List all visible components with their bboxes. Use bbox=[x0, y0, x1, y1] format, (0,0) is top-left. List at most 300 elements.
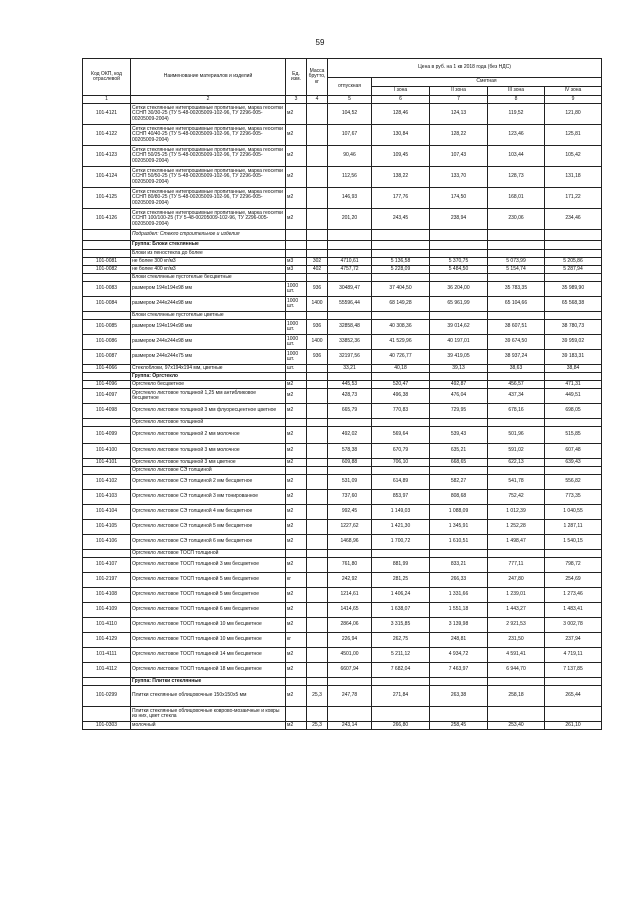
cell-mass bbox=[307, 558, 328, 573]
cell-release-price: 90,46 bbox=[328, 146, 372, 167]
cell-unit: м2 bbox=[286, 520, 307, 535]
cell-zone-2-price: 128,22 bbox=[430, 125, 488, 146]
cell-zone-2-price bbox=[430, 373, 488, 381]
table-row bbox=[83, 258, 602, 266]
table-row bbox=[83, 365, 602, 373]
cell-code: 101-4111 bbox=[83, 648, 131, 663]
cell-zone-4-price: 471,31 bbox=[545, 381, 602, 389]
cell-unit: кг bbox=[286, 573, 307, 588]
cell-unit: м2 bbox=[286, 663, 307, 678]
cell-unit: шт. bbox=[286, 365, 307, 373]
cell-zone-3-price bbox=[488, 250, 545, 258]
cell-zone-1-price: 1 638,07 bbox=[372, 603, 430, 618]
cell-zone-2-price bbox=[430, 678, 488, 686]
cell-zone-2-price bbox=[430, 241, 488, 250]
cell-release-price: 226,94 bbox=[328, 633, 372, 648]
cell-release-price: 30489,47 bbox=[328, 282, 372, 297]
cell-name: Сетки стеклянные нитепрошивные пропитанные, марка геосетки ССНП 40/40-25 (ТУ 5-48-00205009-102-96, ТУ 2296-005-00205009-2004) bbox=[131, 125, 286, 146]
cell-zone-4-price: 131,18 bbox=[545, 167, 602, 188]
cell-zone-1-price: 243,45 bbox=[372, 209, 430, 230]
cell-mass bbox=[307, 603, 328, 618]
cell-zone-3-price: 1 012,39 bbox=[488, 505, 545, 520]
cell-zone-2-price: 1 345,91 bbox=[430, 520, 488, 535]
cell-zone-1-price bbox=[372, 274, 430, 282]
cell-mass bbox=[307, 573, 328, 588]
table-row bbox=[83, 274, 602, 282]
cell-zone-1-price bbox=[372, 419, 430, 427]
cell-release-price: 32858,48 bbox=[328, 320, 372, 335]
cell-mass bbox=[307, 188, 328, 209]
cell-zone-3-price: 678,16 bbox=[488, 404, 545, 419]
cell-zone-2-price bbox=[430, 250, 488, 258]
cell-name: Оргстекло листовое толщиной 3 мм цветное bbox=[131, 459, 286, 467]
col-number: 5 bbox=[328, 96, 372, 104]
header-release-price: отпускная bbox=[328, 78, 372, 96]
cell-zone-1-price: 7 682,04 bbox=[372, 663, 430, 678]
cell-code: 101-0303 bbox=[83, 722, 131, 730]
cell-zone-1-price: 1 149,03 bbox=[372, 505, 430, 520]
cell-mass: 25,3 bbox=[307, 686, 328, 707]
cell-zone-3-price: 35 783,35 bbox=[488, 282, 545, 297]
table-row bbox=[83, 573, 602, 588]
table-body bbox=[83, 104, 602, 730]
cell-name: Оргстекло листовое ТОСП толщиной 10 мм бесцветное bbox=[131, 633, 286, 648]
cell-mass bbox=[307, 250, 328, 258]
cell-zone-2-price: 635,21 bbox=[430, 444, 488, 459]
cell-zone-3-price: 4 591,41 bbox=[488, 648, 545, 663]
cell-zone-1-price: 770,83 bbox=[372, 404, 430, 419]
cell-mass: 936 bbox=[307, 282, 328, 297]
cell-zone-4-price: 265,44 bbox=[545, 686, 602, 707]
cell-code bbox=[83, 678, 131, 686]
cell-mass bbox=[307, 365, 328, 373]
cell-zone-2-price: 5 484,50 bbox=[430, 266, 488, 274]
cell-name: Плитки стеклянные облицовочные 150х150х5 мм bbox=[131, 686, 286, 707]
cell-name: Стеклоблоки, 97х194х194 мм, цветные bbox=[131, 365, 286, 373]
cell-zone-2-price: 582,27 bbox=[430, 475, 488, 490]
cell-name: Группа: Плитки стеклянные bbox=[131, 678, 286, 686]
cell-name: Подраздел: Стекло строительное и изделия bbox=[131, 230, 286, 241]
table-row bbox=[83, 146, 602, 167]
cell-unit: м2 bbox=[286, 444, 307, 459]
cell-unit bbox=[286, 230, 307, 241]
cell-mass bbox=[307, 707, 328, 722]
cell-mass bbox=[307, 663, 328, 678]
cell-release-price: 112,56 bbox=[328, 167, 372, 188]
cell-code: 101-4122 bbox=[83, 125, 131, 146]
cell-release-price: 242,92 bbox=[328, 573, 372, 588]
cell-zone-2-price: 174,50 bbox=[430, 188, 488, 209]
cell-code: 101-4104 bbox=[83, 505, 131, 520]
cell-code bbox=[83, 312, 131, 320]
header-price-group: Цена в руб. на 1 кв 2018 года (без НДС) bbox=[328, 59, 602, 78]
cell-zone-1-price: 40,18 bbox=[372, 365, 430, 373]
cell-zone-3-price: 5 154,74 bbox=[488, 266, 545, 274]
cell-zone-3-price: 258,18 bbox=[488, 686, 545, 707]
cell-mass bbox=[307, 467, 328, 475]
cell-name: Оргстекло листовое ТОСП толщиной 6 мм бесцветное bbox=[131, 603, 286, 618]
cell-name: Оргстекло листовое ТОСП толщиной 5 мм бесцветное bbox=[131, 588, 286, 603]
cell-zone-3-price: 65 104,66 bbox=[488, 297, 545, 312]
table-row bbox=[83, 104, 602, 125]
cell-zone-2-price bbox=[430, 419, 488, 427]
cell-release-price: 492,02 bbox=[328, 427, 372, 444]
cell-zone-3-price: 253,40 bbox=[488, 722, 545, 730]
cell-zone-3-price: 2 921,53 bbox=[488, 618, 545, 633]
cell-zone-3-price: 5 073,99 bbox=[488, 258, 545, 266]
cell-code: 101-0082 bbox=[83, 266, 131, 274]
cell-zone-2-price bbox=[430, 230, 488, 241]
table-row bbox=[83, 320, 602, 335]
cell-release-price: 445,53 bbox=[328, 381, 372, 389]
cell-name: не более 400 кг/м3 bbox=[131, 266, 286, 274]
cell-zone-1-price bbox=[372, 678, 430, 686]
cell-zone-4-price: 798,72 bbox=[545, 558, 602, 573]
cell-zone-2-price: 133,70 bbox=[430, 167, 488, 188]
table-row bbox=[83, 188, 602, 209]
cell-zone-1-price: 40 726,77 bbox=[372, 350, 430, 365]
cell-unit: м2 bbox=[286, 648, 307, 663]
cell-zone-3-price: 437,34 bbox=[488, 389, 545, 404]
cell-unit: м2 bbox=[286, 558, 307, 573]
cell-unit: м2 bbox=[286, 535, 307, 550]
cell-zone-4-price bbox=[545, 312, 602, 320]
cell-mass: 1400 bbox=[307, 297, 328, 312]
cell-zone-2-price: 729,95 bbox=[430, 404, 488, 419]
cell-code: 101-4101 bbox=[83, 459, 131, 467]
cell-unit: 1000 шт. bbox=[286, 335, 307, 350]
table-row bbox=[83, 209, 602, 230]
header-zone-1: I зона bbox=[372, 87, 430, 96]
cell-release-price bbox=[328, 241, 372, 250]
cell-zone-1-price bbox=[372, 250, 430, 258]
cell-zone-3-price: 1 252,28 bbox=[488, 520, 545, 535]
cell-zone-1-price: 281,25 bbox=[372, 573, 430, 588]
cell-zone-2-price: 476,04 bbox=[430, 389, 488, 404]
cell-mass bbox=[307, 146, 328, 167]
cell-zone-2-price bbox=[430, 707, 488, 722]
cell-name: не более 300 кг/м3 bbox=[131, 258, 286, 266]
cell-release-price: 4757,72 bbox=[328, 266, 372, 274]
cell-zone-1-price: 520,47 bbox=[372, 381, 430, 389]
cell-zone-1-price bbox=[372, 241, 430, 250]
cell-zone-1-price: 138,22 bbox=[372, 167, 430, 188]
cell-name: Блоки стеклянные пустотелые бесцветные bbox=[131, 274, 286, 282]
cell-zone-4-price: 39 183,31 bbox=[545, 350, 602, 365]
cell-zone-1-price: 130,84 bbox=[372, 125, 430, 146]
cell-zone-4-price: 5 287,94 bbox=[545, 266, 602, 274]
cell-zone-4-price: 1 287,11 bbox=[545, 520, 602, 535]
cell-zone-1-price: 41 529,96 bbox=[372, 335, 430, 350]
cell-zone-2-price: 238,94 bbox=[430, 209, 488, 230]
cell-release-price: 1227,62 bbox=[328, 520, 372, 535]
table-row bbox=[83, 663, 602, 678]
cell-code bbox=[83, 707, 131, 722]
cell-mass bbox=[307, 633, 328, 648]
cell-unit: м2 bbox=[286, 427, 307, 444]
cell-mass bbox=[307, 550, 328, 558]
table-row bbox=[83, 312, 602, 320]
cell-code bbox=[83, 467, 131, 475]
header-zone-2: II зона bbox=[430, 87, 488, 96]
cell-zone-3-price: 622,13 bbox=[488, 459, 545, 467]
cell-code: 101-4112 bbox=[83, 663, 131, 678]
cell-unit: 1000 шт. bbox=[286, 282, 307, 297]
cell-zone-3-price bbox=[488, 274, 545, 282]
cell-release-price: 107,67 bbox=[328, 125, 372, 146]
cell-unit: м2 bbox=[286, 389, 307, 404]
cell-zone-4-price bbox=[545, 419, 602, 427]
cell-mass bbox=[307, 505, 328, 520]
cell-zone-3-price: 1 443,27 bbox=[488, 603, 545, 618]
cell-release-price: 243,14 bbox=[328, 722, 372, 730]
cell-zone-1-price: 40 308,36 bbox=[372, 320, 430, 335]
cell-zone-3-price: 38 607,51 bbox=[488, 320, 545, 335]
col-number: 9 bbox=[545, 96, 602, 104]
cell-release-price: 55596,44 bbox=[328, 297, 372, 312]
cell-zone-4-price bbox=[545, 678, 602, 686]
cell-name: Оргстекло листовое СЭ толщиной bbox=[131, 467, 286, 475]
cell-mass bbox=[307, 618, 328, 633]
cell-code: 101-0087 bbox=[83, 350, 131, 365]
cell-zone-2-price: 266,33 bbox=[430, 573, 488, 588]
cell-zone-4-price: 254,69 bbox=[545, 573, 602, 588]
cell-mass bbox=[307, 104, 328, 125]
cell-zone-4-price: 35 989,90 bbox=[545, 282, 602, 297]
table-row bbox=[83, 633, 602, 648]
cell-zone-1-price: 670,79 bbox=[372, 444, 430, 459]
table-row bbox=[83, 444, 602, 459]
cell-code: 101-0086 bbox=[83, 335, 131, 350]
cell-name: Сетки стеклянные нитепрошивные пропитанные, марка геосетки ССНП 50/50-25 (ТУ 5-48-00205009-102-96, ТУ 2296-005-00205009-2004) bbox=[131, 167, 286, 188]
cell-name: размером 194х194х98 мм bbox=[131, 282, 286, 297]
cell-zone-1-price bbox=[372, 550, 430, 558]
cell-code: 101-4108 bbox=[83, 588, 131, 603]
cell-code: 101-4102 bbox=[83, 475, 131, 490]
cell-mass bbox=[307, 230, 328, 241]
cell-zone-4-price: 65 568,38 bbox=[545, 297, 602, 312]
table-row bbox=[83, 230, 602, 241]
col-number: 8 bbox=[488, 96, 545, 104]
cell-release-price bbox=[328, 312, 372, 320]
cell-release-price: 201,20 bbox=[328, 209, 372, 230]
cell-zone-3-price bbox=[488, 419, 545, 427]
cell-unit: м3 bbox=[286, 266, 307, 274]
cell-unit: м2 bbox=[286, 588, 307, 603]
cell-zone-2-price: 124,13 bbox=[430, 104, 488, 125]
table-row bbox=[83, 722, 602, 730]
cell-zone-4-price: 639,43 bbox=[545, 459, 602, 467]
cell-mass bbox=[307, 535, 328, 550]
cell-code: 101-4110 bbox=[83, 618, 131, 633]
cell-code: 101-4123 bbox=[83, 146, 131, 167]
page-number: 59 bbox=[315, 38, 325, 47]
col-number: 2 bbox=[131, 96, 286, 104]
cell-unit: м2 bbox=[286, 404, 307, 419]
cell-mass bbox=[307, 490, 328, 505]
cell-zone-1-price: 128,46 bbox=[372, 104, 430, 125]
cell-name: Оргстекло листовое СЭ толщиной 6 мм бесцветное bbox=[131, 535, 286, 550]
header-name: Наименование материалов и изделий bbox=[131, 59, 286, 96]
cell-name: Сетки стеклянные нитепрошивные пропитанные, марка геосетки ССНП 100/100-25 (ТУ 5-48-00205009-102-96, ТУ 2296-005-00205009-2004) bbox=[131, 209, 286, 230]
cell-release-price bbox=[328, 373, 372, 381]
cell-code: 101-4109 bbox=[83, 603, 131, 618]
cell-release-price bbox=[328, 250, 372, 258]
cell-zone-3-price: 128,73 bbox=[488, 167, 545, 188]
cell-mass bbox=[307, 475, 328, 490]
cell-zone-4-price: 773,35 bbox=[545, 490, 602, 505]
table-row bbox=[83, 505, 602, 520]
cell-code: 101-4107 bbox=[83, 558, 131, 573]
cell-mass bbox=[307, 312, 328, 320]
cell-mass: 402 bbox=[307, 266, 328, 274]
cell-zone-3-price: 247,80 bbox=[488, 573, 545, 588]
table-row bbox=[83, 381, 602, 389]
table-row bbox=[83, 350, 602, 365]
cell-mass: 25,3 bbox=[307, 722, 328, 730]
cell-mass bbox=[307, 381, 328, 389]
cell-unit: м2 bbox=[286, 618, 307, 633]
cell-release-price: 1214,61 bbox=[328, 588, 372, 603]
cell-zone-3-price: 38 937,24 bbox=[488, 350, 545, 365]
cell-name: Оргстекло листовое толщиной 1,25 мм антибликовое бесцветное bbox=[131, 389, 286, 404]
table-row bbox=[83, 241, 602, 250]
cell-name: Сетки стеклянные нитепрошивные пропитанные, марка геосетки ССНП 80/80-25 (ТУ 5-48-00205009-102-96, ТУ 2296-005-00205009-2004) bbox=[131, 188, 286, 209]
cell-unit bbox=[286, 550, 307, 558]
cell-zone-4-price bbox=[545, 230, 602, 241]
cell-zone-3-price: 38,63 bbox=[488, 365, 545, 373]
cell-name: Оргстекло бесцветное bbox=[131, 381, 286, 389]
cell-zone-1-price: 3 315,85 bbox=[372, 618, 430, 633]
cell-mass bbox=[307, 274, 328, 282]
cell-unit bbox=[286, 241, 307, 250]
cell-mass bbox=[307, 125, 328, 146]
cell-zone-3-price: 541,78 bbox=[488, 475, 545, 490]
cell-zone-2-price: 1 088,09 bbox=[430, 505, 488, 520]
cell-zone-3-price: 6 944,70 bbox=[488, 663, 545, 678]
cell-zone-3-price: 1 239,01 bbox=[488, 588, 545, 603]
cell-release-price: 104,52 bbox=[328, 104, 372, 125]
cell-name: Блоки из пеностекла до более bbox=[131, 250, 286, 258]
cell-code bbox=[83, 230, 131, 241]
cell-zone-3-price bbox=[488, 467, 545, 475]
cell-zone-3-price bbox=[488, 707, 545, 722]
cell-code bbox=[83, 250, 131, 258]
cell-zone-4-price: 121,80 bbox=[545, 104, 602, 125]
cell-code bbox=[83, 274, 131, 282]
cell-mass: 936 bbox=[307, 350, 328, 365]
cell-zone-1-price: 496,38 bbox=[372, 389, 430, 404]
col-number: 6 bbox=[372, 96, 430, 104]
table-row bbox=[83, 297, 602, 312]
cell-zone-1-price: 1 700,72 bbox=[372, 535, 430, 550]
cell-release-price bbox=[328, 707, 372, 722]
cell-name: Оргстекло листовое ТОСП толщиной 10 мм бесцветное bbox=[131, 618, 286, 633]
cell-zone-1-price: 853,97 bbox=[372, 490, 430, 505]
cell-zone-4-price: 698,05 bbox=[545, 404, 602, 419]
cell-code: 101-0081 bbox=[83, 258, 131, 266]
cell-code: 101-4099 bbox=[83, 427, 131, 444]
cell-unit: 1000 шт. bbox=[286, 297, 307, 312]
col-number: 7 bbox=[430, 96, 488, 104]
cell-zone-2-price: 7 463,97 bbox=[430, 663, 488, 678]
cell-name: Сетки стеклянные нитепрошивные пропитанные, марка геосетки ССНП 50/25-25 (ТУ 5-48-00205009-102-96, ТУ 2296-005-00205009-2004) bbox=[131, 146, 286, 167]
cell-zone-2-price: 39 419,05 bbox=[430, 350, 488, 365]
table-row bbox=[83, 427, 602, 444]
cell-name: Оргстекло листовое СЭ толщиной 3 мм тонированное bbox=[131, 490, 286, 505]
cell-mass bbox=[307, 459, 328, 467]
cell-zone-2-price: 39,13 bbox=[430, 365, 488, 373]
table-row bbox=[83, 603, 602, 618]
cell-zone-1-price: 706,10 bbox=[372, 459, 430, 467]
table-row bbox=[83, 419, 602, 427]
cell-zone-2-price: 5 370,75 bbox=[430, 258, 488, 266]
cell-zone-2-price: 3 139,98 bbox=[430, 618, 488, 633]
cell-release-price: 665,79 bbox=[328, 404, 372, 419]
cell-zone-4-price: 515,85 bbox=[545, 427, 602, 444]
table-row bbox=[83, 475, 602, 490]
cell-code: 101-4124 bbox=[83, 167, 131, 188]
table-header bbox=[83, 59, 602, 104]
cell-zone-1-price: 5 136,58 bbox=[372, 258, 430, 266]
table-row bbox=[83, 686, 602, 707]
cell-zone-1-price: 68 149,28 bbox=[372, 297, 430, 312]
table-row bbox=[83, 404, 602, 419]
cell-mass bbox=[307, 678, 328, 686]
cell-zone-3-price bbox=[488, 550, 545, 558]
cell-mass bbox=[307, 209, 328, 230]
cell-name: Оргстекло листовое толщиной 3 мм молочное bbox=[131, 444, 286, 459]
cell-zone-2-price bbox=[430, 550, 488, 558]
cell-zone-2-price: 258,45 bbox=[430, 722, 488, 730]
table-row bbox=[83, 558, 602, 573]
cell-mass bbox=[307, 444, 328, 459]
cell-unit: м2 bbox=[286, 686, 307, 707]
cell-code: 101-4098 bbox=[83, 404, 131, 419]
cell-release-price bbox=[328, 419, 372, 427]
cell-unit bbox=[286, 467, 307, 475]
cell-zone-3-price: 230,06 bbox=[488, 209, 545, 230]
cell-release-price: 1468,96 bbox=[328, 535, 372, 550]
cell-code: 101-4106 bbox=[83, 535, 131, 550]
cell-unit: м3 bbox=[286, 258, 307, 266]
cell-release-price: 146,93 bbox=[328, 188, 372, 209]
cell-mass bbox=[307, 389, 328, 404]
cell-unit: м2 bbox=[286, 490, 307, 505]
cell-zone-3-price: 1 498,47 bbox=[488, 535, 545, 550]
cell-zone-1-price: 5 211,12 bbox=[372, 648, 430, 663]
cell-zone-3-price: 752,42 bbox=[488, 490, 545, 505]
cell-zone-4-price: 449,51 bbox=[545, 389, 602, 404]
cell-release-price: 761,80 bbox=[328, 558, 372, 573]
cell-zone-3-price: 39 674,50 bbox=[488, 335, 545, 350]
cell-unit bbox=[286, 678, 307, 686]
cell-zone-3-price bbox=[488, 678, 545, 686]
cell-code: 101-4103 bbox=[83, 490, 131, 505]
cell-zone-3-price bbox=[488, 312, 545, 320]
cell-code: 101-4125 bbox=[83, 188, 131, 209]
table-row bbox=[83, 588, 602, 603]
cell-release-price: 531,09 bbox=[328, 475, 372, 490]
cell-zone-4-price: 5 205,86 bbox=[545, 258, 602, 266]
cell-release-price: 4501,00 bbox=[328, 648, 372, 663]
cell-zone-1-price bbox=[372, 707, 430, 722]
cell-zone-4-price bbox=[545, 274, 602, 282]
cell-release-price: 4710,61 bbox=[328, 258, 372, 266]
cell-zone-4-price: 171,22 bbox=[545, 188, 602, 209]
cell-zone-2-price: 1 551,18 bbox=[430, 603, 488, 618]
cell-name: размером 194х194х98 мм bbox=[131, 320, 286, 335]
